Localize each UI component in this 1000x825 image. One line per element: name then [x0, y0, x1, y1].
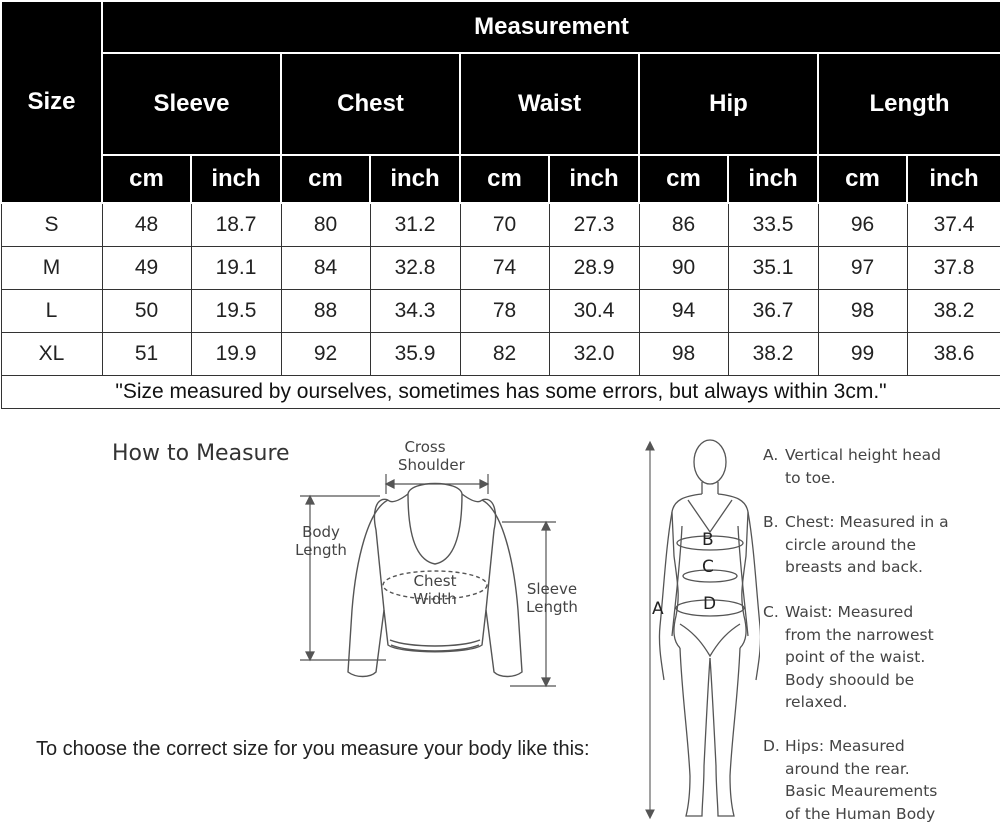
- value-cell: 19.9: [191, 333, 281, 376]
- size-cell: XL: [1, 333, 102, 376]
- measurement-header: Measurement: [102, 1, 1000, 53]
- how-to-measure-title: How to Measure: [112, 441, 290, 466]
- value-cell: 92: [281, 333, 370, 376]
- unit-header-row: [1, 155, 1000, 203]
- value-cell: 90: [639, 247, 728, 290]
- sweater-illustration: [280, 440, 610, 700]
- size-cell: L: [1, 290, 102, 333]
- value-cell: 50: [102, 290, 191, 333]
- value-cell: 37.8: [907, 247, 1000, 290]
- unit-header-length-cm: cm: [818, 155, 907, 203]
- category-header-chest: Chest: [281, 53, 460, 155]
- unit-header-hip-inch: inch: [728, 155, 818, 203]
- unit-header-length-inch: inch: [907, 155, 1000, 203]
- legend-letter: C.: [763, 603, 779, 621]
- sleeve-length-line2: Length: [526, 598, 578, 616]
- body-label-c: C: [702, 557, 714, 577]
- category-header-waist: Waist: [460, 53, 639, 155]
- size-chart-table: [0, 0, 1000, 409]
- value-cell: 35.9: [370, 333, 460, 376]
- body-length-line1: Body: [302, 523, 340, 541]
- category-header-hip: Hip: [639, 53, 818, 155]
- value-cell: 28.9: [549, 247, 639, 290]
- value-cell: 37.4: [907, 203, 1000, 247]
- size-header: Size: [1, 1, 102, 203]
- value-cell: 98: [818, 290, 907, 333]
- value-cell: 38.2: [728, 333, 818, 376]
- unit-header-waist-inch: inch: [549, 155, 639, 203]
- value-cell: 27.3: [549, 203, 639, 247]
- value-cell: 88: [281, 290, 370, 333]
- instruction-text: To choose the correct size for you measure your body like this:: [36, 738, 590, 760]
- unit-header-waist-cm: cm: [460, 155, 549, 203]
- sleeve-length-label: [520, 580, 584, 616]
- unit-header-chest-cm: cm: [281, 155, 370, 203]
- unit-header-sleeve-inch: inch: [191, 155, 281, 203]
- category-header-length: Length: [818, 53, 1000, 155]
- sleeve-length-line1: Sleeve: [526, 580, 578, 598]
- body-length-line2: Length: [295, 541, 347, 559]
- size-cell: M: [1, 247, 102, 290]
- note-row: [1, 376, 1000, 409]
- value-cell: 78: [460, 290, 549, 333]
- legend-item: [763, 601, 995, 714]
- legend-text: Chest: Measured in a circle around the breasts and back.: [785, 513, 949, 576]
- value-cell: 30.4: [549, 290, 639, 333]
- value-cell: 33.5: [728, 203, 818, 247]
- value-cell: 18.7: [191, 203, 281, 247]
- legend-item: [763, 511, 995, 579]
- cross-shoulder-label: [398, 438, 465, 474]
- body-label-b: B: [702, 530, 714, 550]
- value-cell: 82: [460, 333, 549, 376]
- value-cell: 34.3: [370, 290, 460, 333]
- value-cell: 19.1: [191, 247, 281, 290]
- value-cell: 36.7: [728, 290, 818, 333]
- value-cell: 48: [102, 203, 191, 247]
- value-cell: 86: [639, 203, 728, 247]
- legend-letter: D.: [763, 737, 780, 755]
- body-label-d: D: [703, 594, 717, 614]
- value-cell: 97: [818, 247, 907, 290]
- legend-text: Waist: Measured from the narrowest point of the waist. Body shoould be relaxed.: [785, 603, 934, 711]
- value-cell: 70: [460, 203, 549, 247]
- value-cell: 74: [460, 247, 549, 290]
- value-cell: 38.6: [907, 333, 1000, 376]
- table-row: [1, 247, 1000, 290]
- category-header-row: [1, 53, 1000, 155]
- value-cell: 32.8: [370, 247, 460, 290]
- unit-header-sleeve-cm: cm: [102, 155, 191, 203]
- value-cell: 84: [281, 247, 370, 290]
- legend-letter: A.: [763, 446, 779, 464]
- chest-width-label: [404, 572, 466, 608]
- legend-text: Vertical height head to toe.: [785, 446, 941, 487]
- legend-letter: B.: [763, 513, 779, 531]
- chest-width-line1: Chest: [413, 572, 457, 590]
- table-row: [1, 203, 1000, 247]
- legend-item: [763, 735, 995, 825]
- value-cell: 94: [639, 290, 728, 333]
- unit-header-chest-inch: inch: [370, 155, 460, 203]
- unit-header-hip-cm: cm: [639, 155, 728, 203]
- value-cell: 98: [639, 333, 728, 376]
- value-cell: 49: [102, 247, 191, 290]
- cross-shoulder-line1: Cross: [404, 438, 446, 456]
- value-cell: 38.2: [907, 290, 1000, 333]
- category-header-sleeve: Sleeve: [102, 53, 281, 155]
- value-cell: 35.1: [728, 247, 818, 290]
- body-label-a: A: [652, 599, 664, 619]
- legend-item: [763, 444, 995, 489]
- chest-width-line2: Width: [413, 590, 457, 608]
- value-cell: 99: [818, 333, 907, 376]
- size-cell: S: [1, 203, 102, 247]
- value-cell: 32.0: [549, 333, 639, 376]
- body-length-label: [290, 523, 352, 559]
- value-cell: 80: [281, 203, 370, 247]
- table-row: [1, 290, 1000, 333]
- size-note: "Size measured by ourselves, sometimes has some errors, but always within 3cm.": [1, 376, 1000, 409]
- cross-shoulder-line2: Shoulder: [398, 456, 465, 474]
- value-cell: 96: [818, 203, 907, 247]
- human-body-illustration: [640, 436, 760, 824]
- legend-text: Hips: Measured around the rear. Basic Meaurements of the Human Body: [785, 737, 938, 823]
- table-row: [1, 333, 1000, 376]
- value-cell: 31.2: [370, 203, 460, 247]
- value-cell: 51: [102, 333, 191, 376]
- value-cell: 19.5: [191, 290, 281, 333]
